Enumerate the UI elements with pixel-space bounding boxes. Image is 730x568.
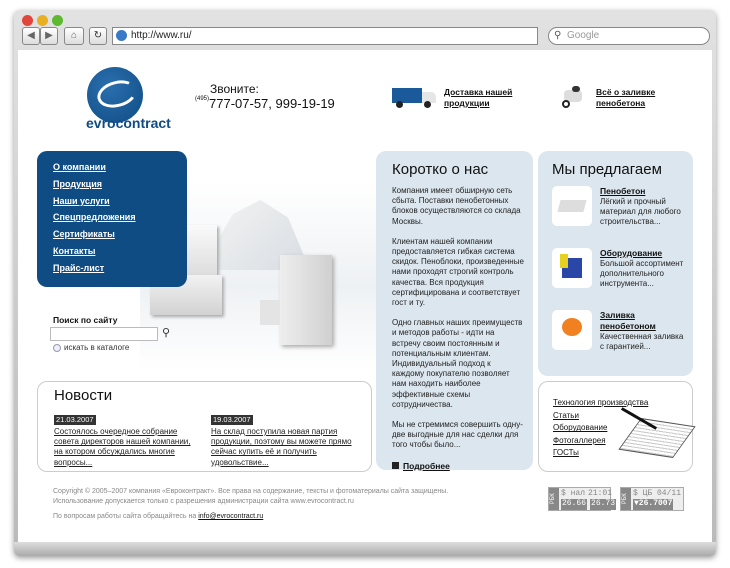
pouring-link[interactable] — [596, 87, 655, 109]
mixer-icon[interactable] — [552, 310, 592, 350]
offer-item — [552, 248, 688, 300]
offer-title: Мы предлагаем — [552, 161, 662, 178]
close-window-button[interactable] — [22, 15, 33, 26]
news-date: 19.03.2007 — [213, 415, 251, 424]
search-icon: ⚲ — [554, 30, 562, 41]
offer-item-body — [600, 186, 688, 238]
offer-content — [552, 161, 688, 372]
news-item — [211, 409, 356, 468]
equipment-icon[interactable] — [552, 248, 592, 288]
delivery-link-line: Доставка нашей — [444, 87, 513, 97]
menu-item-services[interactable]: Наши услуги — [53, 196, 110, 206]
offer-link-equipment[interactable]: Оборудование — [600, 248, 663, 258]
news-panel — [37, 381, 372, 472]
news-link[interactable]: Состоялось очередное собрание совета директоров нашей компании, на котором обсуждались многие вопросы... — [54, 427, 191, 467]
more-row — [392, 461, 524, 471]
menu-item-products[interactable]: Продукция — [53, 179, 102, 189]
home-button[interactable] — [64, 27, 84, 45]
catalog-radio-label: искать в каталоге — [64, 343, 130, 352]
rbk-time: 04/11 — [656, 489, 681, 498]
news-title: Новости — [54, 387, 113, 404]
site-search-input[interactable] — [50, 327, 158, 341]
about-panel — [376, 151, 533, 470]
news-item — [54, 409, 194, 468]
rbk-head — [561, 488, 613, 499]
link-equipment[interactable]: Оборудование — [553, 423, 608, 433]
link-gost[interactable]: ГОСТы — [553, 448, 579, 458]
menu-item-special-offers[interactable]: Спецпредложения — [53, 212, 136, 222]
footer-contact — [53, 512, 533, 522]
forward-icon: ▶ — [45, 30, 53, 41]
menu-item-about[interactable]: О компании — [53, 162, 106, 172]
link-production-technology[interactable]: Технология производства — [553, 398, 649, 407]
rbk-time: 21:01 — [588, 489, 613, 498]
search-placeholder: Google — [567, 30, 600, 41]
rbk-label: $ ЦБ — [633, 489, 653, 498]
delivery-link[interactable] — [444, 87, 512, 109]
zoom-window-button[interactable] — [52, 15, 63, 26]
logo-text: evrocontract — [86, 115, 171, 131]
offer-item-body — [600, 310, 688, 362]
footer-text — [53, 487, 533, 522]
more-arrow-icon — [392, 462, 399, 469]
about-paragraph: Клиентам нашей компании предоставляется гибкая система скидок. Пеноблоки, произведенные нами проходят строгий контроль качества. Вся продукция сертифицирована и соответствует гост и ту. — [392, 236, 524, 308]
back-icon: ◀ — [27, 30, 35, 41]
menu-item-price-list[interactable]: Прайс-лист — [53, 263, 105, 273]
rbk-rate: ▼26.7007 — [634, 499, 673, 508]
minimize-window-button[interactable] — [37, 15, 48, 26]
email-link[interactable]: info@evrocontract.ru — [198, 513, 264, 520]
rbk-logo: РБК — [621, 488, 631, 510]
contact-prefix: По вопросам работы сайта обращайтесь на — [53, 513, 197, 520]
links-list — [553, 397, 648, 460]
catalog-radio[interactable] — [53, 344, 61, 352]
offer-item — [552, 186, 688, 238]
offer-text: Качественная заливка с гарантией... — [600, 332, 684, 352]
call-label: Звоните: — [210, 82, 259, 96]
rbk-cash-rate-widget[interactable] — [548, 487, 616, 511]
menu-item-contacts[interactable]: Контакты — [53, 246, 96, 256]
about-paragraph: Мы не стремимся совершить одну-две выгодные для нас сделки для того чтобы было... — [392, 420, 523, 450]
reload-button[interactable] — [89, 27, 107, 45]
rbk-values — [561, 499, 616, 510]
pouring-link-line: пенобетона — [596, 98, 646, 108]
rbk-values — [633, 499, 683, 510]
search-submit-icon[interactable]: ⚲ — [162, 327, 171, 339]
copyright-text: Copyright © 2005–2007 компания «Евроконтракт». Все права на содержание, тексты и фотоматериалы сайта защищены. — [53, 488, 449, 495]
rbk-sell: 26.73 — [591, 499, 616, 508]
about-paragraph: Компания имеет обширную сеть сбыта. Поставки пенобетонных блоков осуществляются со склада Москвы. — [392, 186, 521, 226]
concrete-mixer-icon[interactable] — [560, 86, 588, 108]
home-icon: ⌂ — [70, 30, 78, 41]
rbk-cb-rate-widget[interactable] — [620, 487, 684, 511]
delivery-link-line: продукции — [444, 98, 490, 108]
back-button[interactable] — [22, 27, 40, 45]
offer-panel — [538, 151, 693, 376]
about-title: Коротко о нас — [392, 161, 489, 178]
about-paragraph: Одно главных наших преимуществ и методов работы - идти на встречу своим постоянным и потенциальным клиентам. Индивидуальный подход к каждому покупателю позволяет нам находить наиболее эффективные схемы сотрудничества. — [392, 318, 523, 409]
globe-icon — [116, 30, 127, 41]
main-menu — [37, 151, 187, 287]
rbk-label: $ нал — [561, 489, 586, 498]
browser-search-input[interactable] — [548, 27, 710, 45]
phone-code: (495) — [195, 96, 210, 102]
more-link[interactable]: Подробнее — [403, 460, 450, 471]
search-label: Поиск по сайту — [53, 315, 118, 325]
reload-icon: ↻ — [93, 30, 103, 41]
offer-text: Большой ассортимент дополнительного инструмента... — [600, 259, 684, 289]
address-bar[interactable] — [112, 27, 538, 45]
about-text — [392, 186, 524, 451]
foam-block-icon[interactable] — [552, 186, 592, 226]
about-content — [392, 161, 524, 471]
pouring-link-line: Всё о заливке — [596, 87, 656, 97]
phones: 777-07-57, 999-19-19 — [209, 96, 335, 111]
forward-button[interactable] — [40, 27, 58, 45]
offer-link-pouring[interactable]: Заливка пенобетоном — [600, 310, 656, 331]
browser-status-bar — [14, 542, 716, 556]
delivery-truck-icon[interactable] — [392, 88, 438, 108]
offer-link-foam-concrete[interactable]: Пенобетон — [600, 186, 646, 196]
rbk-head — [633, 488, 683, 499]
menu-item-certificates[interactable]: Сертификаты — [53, 229, 115, 239]
rbk-logo: РБК — [549, 488, 559, 510]
usage-text: Использование допускается только с разрешения администрации сайта www.evrocontract.ru — [53, 498, 354, 505]
url-text: http://www.ru/ — [131, 30, 192, 41]
link-articles[interactable]: Статьи — [553, 410, 579, 420]
news-link[interactable]: На склад поступила новая партия продукции, поэтому вы можете прямо сейчас купить её и получить удовольствие... — [211, 427, 352, 467]
links-panel — [538, 381, 693, 472]
offer-item-body — [600, 248, 688, 300]
link-photo-gallery[interactable]: Фотогаллерея — [553, 435, 606, 445]
offer-item — [552, 310, 688, 362]
news-date: 21.03.2007 — [56, 415, 94, 424]
offer-text: Лёгкий и прочный материал для любого строительства... — [600, 197, 681, 227]
rbk-buy: 26.66 — [562, 499, 587, 508]
phone-numbers — [195, 96, 335, 111]
